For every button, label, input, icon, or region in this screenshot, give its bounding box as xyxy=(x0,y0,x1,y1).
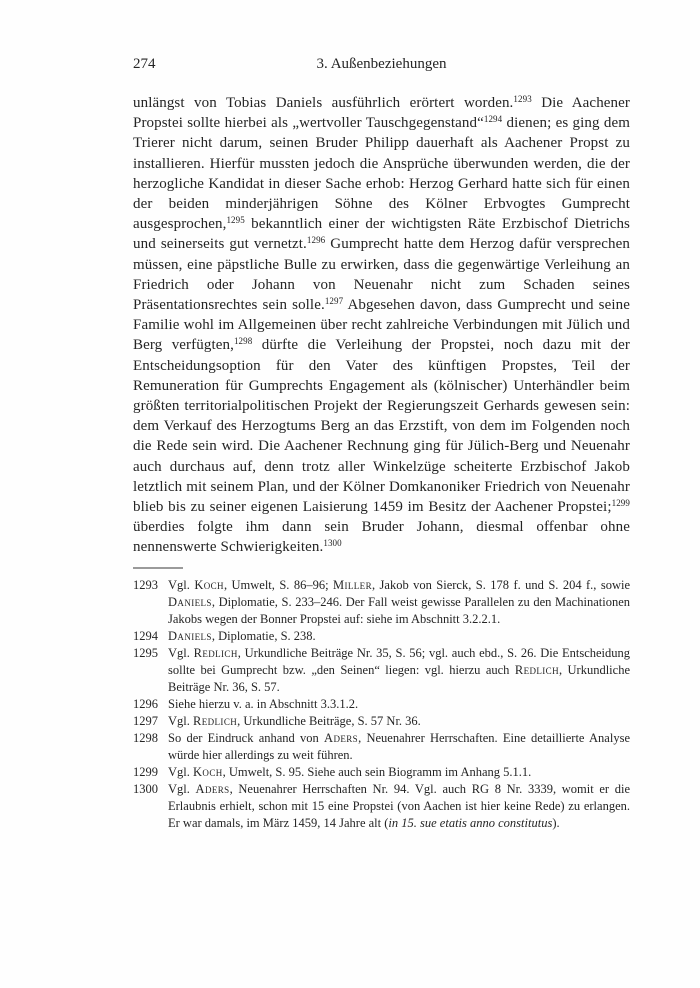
footnote-text: Vgl. Koch, Umwelt, S. 95. Siehe auch sein Biogramm im Anhang 5.1.1. xyxy=(168,764,532,779)
footnote-ref: 1296 xyxy=(306,235,326,246)
footnote-ref: 1300 xyxy=(323,538,342,549)
footnote-text: Vgl. Redlich, Urkundliche Beiträge Nr. 35, S. 56; vgl. auch ebd., S. 26. Die Entscheidung sollte bei Gumprecht bzw. „den Seinen“ liegen: vgl. hierzu auch Redlich, Urkundliche Beiträge Nr. 36, S. 57. xyxy=(168,645,631,694)
footnote-list xyxy=(133,577,630,832)
body-paragraph: unlängst von Tobias Daniels ausführlich erörtert worden.$^{1293}$ Die Aachener Propstei sollte hierbei als „wertvoller Tauschgegenstand“$^{1294}$ dienen; es ging dem Trierer nicht darum, seinen Bruder Philipp dauerhaft als Aachener Propst zu installieren. Hierfür mussten jedoch die Ansprüche überwunden werden, die der herzogliche Kandidat in dieser Sache erhob: Herzog Gerhard hatte sich für einen der beiden minderjährigen Söhne des Kölner Erbvogtes Gumprecht ausgesprochen,$^{1295}$ bekanntlich einer der wichtigsten Räte Erzbischof Dietrichs und seinerseits gut vernetzt.$^{1296}$ Gumprecht hatte dem Herzog dafür versprechen müssen, eine päpstliche Bulle zu erwirken, dass die gegenwärtige Verleihung an Friedrich oder Johann von Neuenahr nicht zum Schaden seines Präsentationsrechtes sein solle.$^{1297}$ Abgesehen davon, dass Gumprecht und seine Familie wohl im Allgemeinen über recht zahlreiche Verbindungen mit Jülich und Berg verfügten,$^{1298}$ dürfte die Verleihung der Propstei, noch dazu mit der Entscheidungsoption für den Vater des künftigen Propstes, Teil der Remuneration für Gumprechts Engagement als (kölnischer) Unterhändler beim größten territorialpolitischen Projekt der Regierungszeit Gerhards gewesen sein: dem Verkauf des Herzogtums Berg an das Erzstift, von dem im Folgenden noch die Rede sein wird. Die Aachener Rechnung ging für Jülich-Berg und Neuenahr auch durchaus auf, denn trotz aller Winkelzüge scheiterte Erzbischof Jakob letztlich mit seinem Plan, und der Kölner Domkanoniker Friedrich von Neuenahr blieb bis zu seiner eigenen Laisierung 1459 im Besitz der Aachener Propstei;$^{1299}$ überdies folgte ihm dann sein Bruder Johann, diesmal offenbar ohne nennenswerte Schwierigkeiten.$^{1300}$ xyxy=(133,94,631,556)
footnote-number: 1298 xyxy=(133,730,158,745)
footnote-text: Siehe hierzu v. a. in Abschnitt 3.3.1.2. xyxy=(168,696,359,711)
author-name-smallcaps: Daniels xyxy=(168,628,212,643)
footnote-text: Vgl. Redlich, Urkundliche Beiträge, S. 57 Nr. 36. xyxy=(168,713,421,728)
footnote-item xyxy=(133,781,630,832)
footnote-ref: 1293 xyxy=(513,94,532,104)
footnote-number: 1296 xyxy=(133,696,158,711)
footnote-text: Daniels, Diplomatie, S. 238. xyxy=(168,628,316,643)
author-name-smallcaps: Redlich xyxy=(514,662,559,677)
footnote-ref: 1299 xyxy=(611,498,630,509)
footnote-item xyxy=(133,577,630,628)
author-name-smallcaps: Aders xyxy=(195,781,230,796)
footnote-number: 1295 xyxy=(133,645,158,660)
footnote-number: 1299 xyxy=(133,764,158,779)
author-name-smallcaps: Aders xyxy=(324,730,359,745)
footnote-ref: 1295 xyxy=(226,215,245,226)
footnote-text: Vgl. Aders, Neuenahrer Herrschaften Nr. 94. Vgl. auch RG 8 Nr. 3339, womit er die Erlaubnis erhielt, schon mit 15 eine Propstei (von Aachen ist hier keine Rede) zu erlangen. Er war damals, im März 1459, 14 Jahre alt (in 15. sue etatis anno constitutus). xyxy=(168,781,630,830)
page-number: 274 xyxy=(133,56,156,72)
footnote-number: 1293 xyxy=(133,577,158,592)
page-header xyxy=(133,56,630,76)
footnote-item xyxy=(133,628,630,645)
author-name-smallcaps: Daniels xyxy=(168,594,212,609)
author-name-smallcaps: Miller xyxy=(332,577,372,592)
footnote-number: 1294 xyxy=(133,628,158,643)
author-name-smallcaps: Koch xyxy=(193,764,223,779)
footnote-number: 1300 xyxy=(133,781,158,796)
footnote-ref: 1294 xyxy=(483,114,503,125)
footnote-ref: 1297 xyxy=(324,296,344,307)
author-name-smallcaps: Redlich xyxy=(193,713,238,728)
footnote-item xyxy=(133,730,630,764)
footnote-text: So der Eindruck anhand von Aders, Neuenahrer Herrschaften. Eine detaillierte Analyse würde hier allerdings zu weit führen. xyxy=(168,730,630,762)
latin-phrase-italic: in 15. sue etatis anno constitutus xyxy=(388,815,553,830)
footnote-item xyxy=(133,764,630,781)
footnote-number: 1297 xyxy=(133,713,158,728)
footnote-item xyxy=(133,696,630,713)
running-header: 3. Außenbeziehungen xyxy=(316,56,447,72)
footnote-separator xyxy=(133,567,183,569)
footnote-ref: 1298 xyxy=(233,336,253,347)
footnote-item xyxy=(133,713,630,730)
footnote-text: Vgl. Koch, Umwelt, S. 86–96; Miller, Jakob von Sierck, S. 178 f. und S. 204 f., sowie Daniels, Diplomatie, S. 233–246. Der Fall weist gewisse Parallelen zu den Machinationen Jakobs wegen der Bonner Propstei auf: siehe im Abschnitt 3.2.2.1. xyxy=(168,577,630,626)
author-name-smallcaps: Koch xyxy=(194,577,224,592)
footnote-item xyxy=(133,645,630,696)
author-name-smallcaps: Redlich xyxy=(193,645,238,660)
